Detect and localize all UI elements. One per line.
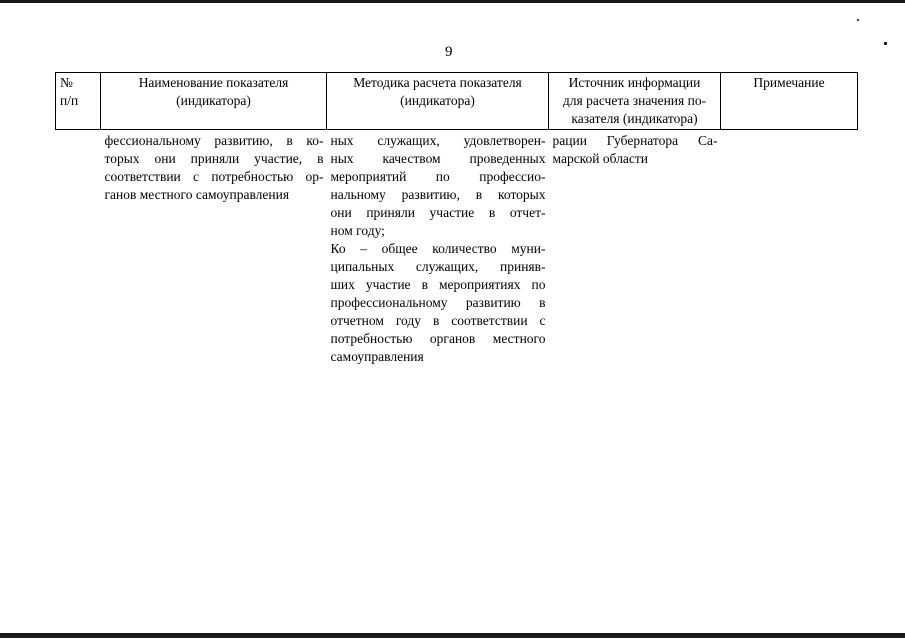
cell-number [56, 130, 101, 367]
text-line: профессиональному развитию в [330, 295, 546, 310]
table-row [56, 130, 858, 367]
header-line: п/п [60, 93, 79, 108]
text-line: ципальных служащих, приняв- [330, 259, 546, 274]
cell-note [721, 130, 858, 367]
header-line: Примечание [753, 75, 825, 90]
header-information-source [549, 73, 721, 130]
header-line: Наименование показателя [138, 75, 289, 90]
table-header-row [56, 73, 858, 130]
header-line: для расчета значения по- [562, 93, 707, 108]
header-line: казателя (индикатора) [571, 111, 698, 126]
text-line: фессиональному развитию, в ко- [104, 133, 324, 148]
text-line: мероприятий по профессио- [330, 169, 546, 184]
text-line: потребностью органов местного [330, 331, 546, 346]
text-line: они приняли участие в отчет- [330, 205, 546, 220]
scan-speck [884, 42, 887, 45]
text-line: ных служащих, удовлетворен- [330, 133, 546, 148]
scan-speck [857, 19, 859, 21]
text-line: ших участие в мероприятиях по [330, 277, 546, 292]
header-indicator-name [101, 73, 327, 130]
header-line: (индикатора) [400, 93, 475, 108]
text-line: отчетном году в соответствии с [330, 313, 546, 328]
header-calculation-method [327, 73, 549, 130]
header-line: Источник информации [568, 75, 701, 90]
cell-indicator-name [101, 130, 327, 367]
cell-calculation-method [327, 130, 549, 367]
text-line: самоуправления [330, 349, 424, 364]
text-line: торых они приняли участие, в [104, 151, 324, 166]
header-number [56, 73, 101, 130]
text-line: Ко – общее количество муни- [330, 241, 546, 256]
page-number: 9 [445, 44, 453, 60]
text-line: ганов местного самоуправления [104, 187, 290, 202]
text-line: рации Губернатора Са- [552, 133, 718, 148]
text-line: нальному развитию, в которых [330, 187, 546, 202]
cell-information-source [549, 130, 721, 367]
text-line: ном году; [330, 223, 385, 238]
scan-edge-bottom [0, 633, 905, 638]
header-line: № [60, 75, 73, 90]
text-line: соответствии с потребностью ор- [104, 169, 324, 184]
header-line: (индикатора) [176, 93, 251, 108]
text-line: марской области [552, 151, 649, 166]
header-line: Методика расчета показателя [353, 75, 522, 90]
indicators-table [55, 72, 858, 366]
text-line: ных качеством проведенных [330, 151, 546, 166]
header-note [721, 73, 858, 130]
scan-edge-top [0, 0, 905, 3]
